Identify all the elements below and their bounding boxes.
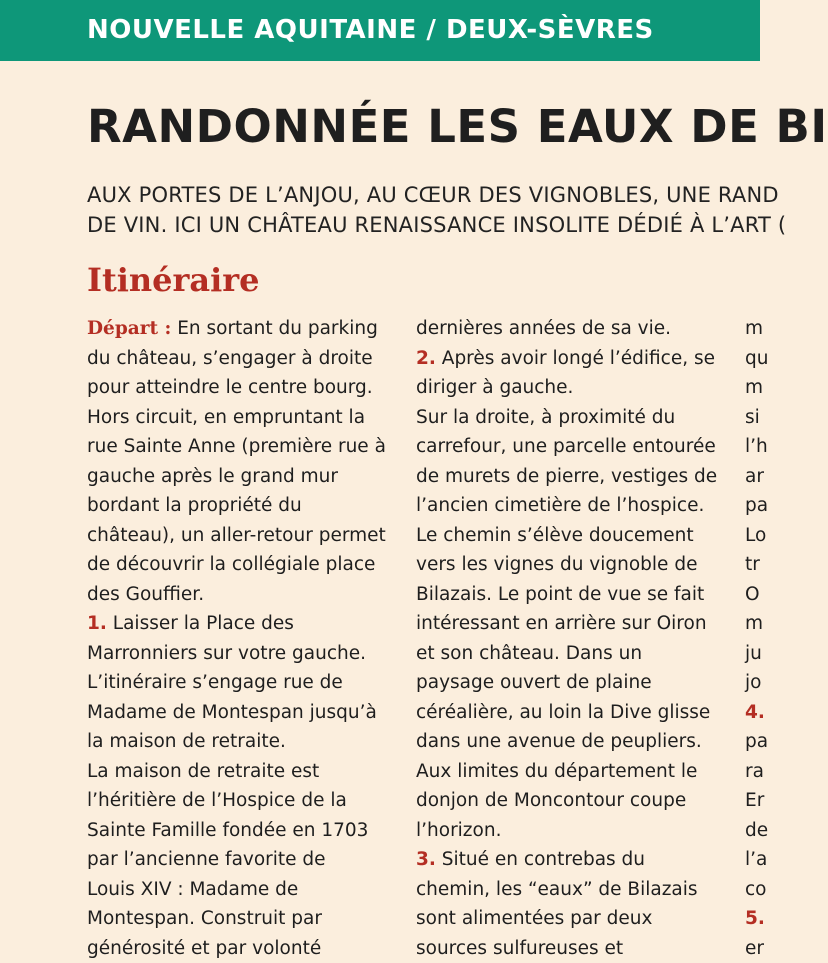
text-line bbox=[745, 757, 768, 787]
text-line bbox=[87, 904, 386, 934]
step-label: 5. bbox=[745, 908, 765, 929]
text-line bbox=[745, 816, 768, 846]
text-line bbox=[87, 668, 386, 698]
text-line bbox=[416, 609, 717, 639]
text-line bbox=[416, 580, 717, 610]
text-line bbox=[745, 904, 768, 934]
line-text: m bbox=[745, 377, 763, 398]
line-text: bordant la propriété du bbox=[87, 495, 302, 516]
line-text: O bbox=[745, 584, 760, 605]
text-line bbox=[87, 462, 386, 492]
line-text: gauche après le grand mur bbox=[87, 466, 338, 487]
line-text: pour atteindre le centre bourg. bbox=[87, 377, 373, 398]
region-banner bbox=[0, 0, 760, 61]
section-title: Itinéraire bbox=[87, 262, 260, 298]
line-text: l’ancien cimetière de l’hospice. bbox=[416, 495, 704, 516]
text-column-2 bbox=[416, 314, 717, 963]
line-text: l’horizon. bbox=[416, 820, 501, 841]
line-text: l’a bbox=[745, 849, 767, 870]
line-text: sources sulfureuses et bbox=[416, 938, 623, 959]
text-line bbox=[745, 491, 768, 521]
text-line bbox=[87, 816, 386, 846]
line-text: donjon de Moncontour coupe bbox=[416, 790, 686, 811]
text-line bbox=[745, 639, 768, 669]
line-text: m bbox=[745, 318, 763, 339]
intro-line: AUX PORTES DE L’ANJOU, AU CŒUR DES VIGNOBLES, UNE RAND bbox=[87, 180, 786, 210]
step-label: 3. bbox=[416, 849, 436, 870]
line-text: Situé en contrebas du bbox=[436, 849, 645, 870]
text-line bbox=[745, 373, 768, 403]
text-line bbox=[87, 786, 386, 816]
text-line bbox=[745, 875, 768, 905]
line-text: intéressant en arrière sur Oiron bbox=[416, 613, 707, 634]
line-text: et son château. Dans un bbox=[416, 643, 642, 664]
line-text: jo bbox=[745, 672, 761, 693]
line-text: des Gouffier. bbox=[87, 584, 204, 605]
line-text: dernières années de sa vie. bbox=[416, 318, 671, 339]
text-line bbox=[416, 934, 717, 963]
text-line bbox=[745, 550, 768, 580]
line-text: Hors circuit, en empruntant la bbox=[87, 407, 365, 428]
page-title: RANDONNÉE LES EAUX DE BI bbox=[87, 104, 828, 149]
step-label: 2. bbox=[416, 348, 436, 369]
line-text: pa bbox=[745, 731, 768, 752]
line-text: Montespan. Construit par bbox=[87, 908, 322, 929]
line-text: dans une avenue de peupliers. bbox=[416, 731, 702, 752]
text-line bbox=[87, 432, 386, 462]
text-line bbox=[745, 845, 768, 875]
text-line bbox=[416, 786, 717, 816]
text-line bbox=[87, 403, 386, 433]
text-line bbox=[416, 757, 717, 787]
step-label: Départ : bbox=[87, 318, 171, 339]
text-column-3 bbox=[745, 314, 768, 963]
line-text: de bbox=[745, 820, 768, 841]
text-line bbox=[416, 668, 717, 698]
line-text: ju bbox=[745, 643, 762, 664]
line-text: diriger à gauche. bbox=[416, 377, 573, 398]
line-text: par l’ancienne favorite de bbox=[87, 849, 326, 870]
line-text: Louis XIV : Madame de bbox=[87, 879, 298, 900]
line-text: Madame de Montespan jusqu’à bbox=[87, 702, 377, 723]
line-text: du château, s’engager à droite bbox=[87, 348, 373, 369]
text-line bbox=[745, 462, 768, 492]
line-text: paysage ouvert de plaine bbox=[416, 672, 652, 693]
line-text: si bbox=[745, 407, 760, 428]
line-text: générosité et par volonté bbox=[87, 938, 321, 959]
line-text: de murets de pierre, vestiges de bbox=[416, 466, 717, 487]
line-text: m bbox=[745, 613, 763, 634]
line-text: ra bbox=[745, 761, 764, 782]
text-line bbox=[416, 816, 717, 846]
text-line bbox=[87, 639, 386, 669]
line-text: Le chemin s’élève doucement bbox=[416, 525, 694, 546]
text-line bbox=[416, 845, 717, 875]
line-text: Bilazais. Le point de vue se fait bbox=[416, 584, 704, 605]
text-line bbox=[416, 491, 717, 521]
text-line bbox=[87, 344, 386, 374]
text-line bbox=[416, 639, 717, 669]
step-label: 1. bbox=[87, 613, 107, 634]
text-line bbox=[745, 727, 768, 757]
text-line bbox=[745, 668, 768, 698]
text-line bbox=[416, 904, 717, 934]
line-text: château), un aller-retour permet bbox=[87, 525, 386, 546]
text-line bbox=[87, 373, 386, 403]
line-text: l’h bbox=[745, 436, 768, 457]
text-line bbox=[745, 314, 768, 344]
text-line bbox=[87, 491, 386, 521]
text-line bbox=[416, 432, 717, 462]
text-line bbox=[745, 934, 768, 963]
line-text: Sainte Famille fondée en 1703 bbox=[87, 820, 368, 841]
line-text: La maison de retraite est bbox=[87, 761, 319, 782]
text-line bbox=[416, 521, 717, 551]
text-line bbox=[416, 462, 717, 492]
line-text: carrefour, une parcelle entourée bbox=[416, 436, 716, 457]
text-line bbox=[416, 314, 717, 344]
text-line bbox=[745, 344, 768, 374]
text-line bbox=[416, 875, 717, 905]
line-text: Laisser la Place des bbox=[107, 613, 294, 634]
text-line bbox=[416, 344, 717, 374]
line-text: Sur la droite, à proximité du bbox=[416, 407, 675, 428]
text-column-1 bbox=[87, 314, 386, 963]
text-line bbox=[87, 727, 386, 757]
line-text: de découvrir la collégiale place bbox=[87, 554, 375, 575]
line-text: pa bbox=[745, 495, 768, 516]
line-text: Lo bbox=[745, 525, 766, 546]
line-text: Aux limites du département le bbox=[416, 761, 697, 782]
text-line bbox=[87, 314, 386, 344]
text-line bbox=[87, 757, 386, 787]
text-line bbox=[87, 698, 386, 728]
text-line bbox=[745, 580, 768, 610]
line-text: ar bbox=[745, 466, 764, 487]
text-line bbox=[87, 845, 386, 875]
line-text: chemin, les “eaux” de Bilazais bbox=[416, 879, 698, 900]
line-text: rue Sainte Anne (première rue à bbox=[87, 436, 386, 457]
line-text: tr bbox=[745, 554, 760, 575]
region-label: NOUVELLE AQUITAINE / DEUX-SÈVRES bbox=[87, 17, 654, 43]
line-text: vers les vignes du vignoble de bbox=[416, 554, 697, 575]
text-line bbox=[416, 727, 717, 757]
text-line bbox=[745, 786, 768, 816]
line-text: l’héritière de l’Hospice de la bbox=[87, 790, 347, 811]
text-line bbox=[416, 373, 717, 403]
text-line bbox=[745, 403, 768, 433]
text-line bbox=[745, 609, 768, 639]
line-text: sont alimentées par deux bbox=[416, 908, 652, 929]
intro-paragraph bbox=[87, 180, 786, 240]
step-label: 4. bbox=[745, 702, 765, 723]
line-text: Marronniers sur votre gauche. bbox=[87, 643, 366, 664]
line-text: céréalière, au loin la Dive glisse bbox=[416, 702, 710, 723]
text-line bbox=[87, 934, 386, 963]
text-line bbox=[87, 580, 386, 610]
text-line bbox=[87, 875, 386, 905]
text-line bbox=[416, 698, 717, 728]
line-text: Après avoir longé l’édifice, se bbox=[436, 348, 715, 369]
text-line bbox=[745, 521, 768, 551]
text-line bbox=[87, 609, 386, 639]
text-line bbox=[416, 550, 717, 580]
text-line bbox=[416, 403, 717, 433]
line-text: co bbox=[745, 879, 767, 900]
text-line bbox=[745, 432, 768, 462]
line-text: Er bbox=[745, 790, 764, 811]
text-line bbox=[87, 521, 386, 551]
line-text: En sortant du parking bbox=[171, 318, 378, 339]
line-text: la maison de retraite. bbox=[87, 731, 286, 752]
text-line bbox=[745, 698, 768, 728]
line-text: qu bbox=[745, 348, 768, 369]
text-line bbox=[87, 550, 386, 580]
intro-line: DE VIN. ICI UN CHÂTEAU RENAISSANCE INSOLITE DÉDIÉ À L’ART ( bbox=[87, 210, 786, 240]
line-text: L’itinéraire s’engage rue de bbox=[87, 672, 343, 693]
line-text: er bbox=[745, 938, 764, 959]
